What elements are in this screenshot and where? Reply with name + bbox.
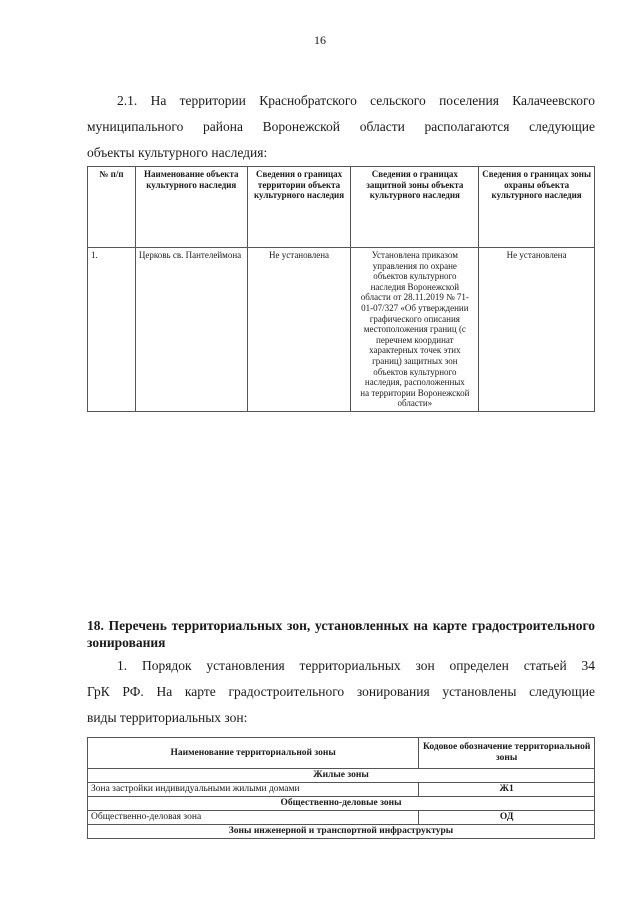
zone-group-infrastructure: Зоны инженерной и транспортной инфраструктуры bbox=[88, 825, 595, 839]
para18-line-2: ГрК РФ. На карте градостроительного зонирования установлены следующие bbox=[87, 684, 595, 699]
zone-name: Общественно-деловая зона bbox=[88, 811, 419, 825]
page-number: 16 bbox=[314, 33, 326, 47]
zones-table-header-row bbox=[88, 738, 595, 769]
intro-line-2: муниципального района Воронежской области располагаются следующие bbox=[87, 119, 595, 134]
zone-name: Зона застройки индивидуальными жилыми домами bbox=[88, 783, 419, 797]
header-security-zone: Сведения о границах зоны охраны объекта культурного наследия bbox=[479, 167, 595, 248]
heritage-table-header-row bbox=[88, 167, 595, 248]
zone-group-public-business: Общественно-деловые зоны bbox=[88, 797, 595, 811]
intro-line-1 bbox=[87, 88, 595, 114]
zones-table bbox=[87, 737, 595, 839]
header-object-name: Наименование объекта культурного наследия bbox=[135, 167, 247, 248]
para18-line-1 bbox=[87, 653, 595, 679]
table-row bbox=[88, 811, 595, 825]
header-number: № п/п bbox=[88, 167, 136, 248]
zone-group-residential: Жилые зоны bbox=[88, 769, 595, 783]
zone-group-row bbox=[88, 797, 595, 811]
table-row bbox=[88, 248, 595, 412]
header-territory: Сведения о границах территории объекта культурного наследия bbox=[247, 167, 351, 248]
header-protective-zone: Сведения о границах защитной зоны объекта культурного наследия bbox=[351, 167, 479, 248]
section-18-title: 18. Перечень территориальных зон, установленных на карте градостроительного зонирования bbox=[87, 618, 595, 650]
zone-group-row bbox=[88, 769, 595, 783]
intro-line-3: объекты культурного наследия: bbox=[87, 145, 268, 160]
zone-group-row bbox=[88, 825, 595, 839]
table-row bbox=[88, 783, 595, 797]
row-security-zone: Не установлена bbox=[479, 248, 595, 412]
heritage-table bbox=[87, 166, 595, 412]
row-number: 1. bbox=[88, 248, 136, 412]
zone-code: Ж1 bbox=[419, 783, 595, 797]
para18-line-3: виды территориальных зон: bbox=[87, 710, 248, 725]
row-protective-zone: Установлена приказом управления по охране объектов культурного наследия Воронежской области от 28.11.2019 № 71-01-07/327 «Об утверждении графического описания местоположения границ (с перечнем координат характерных точек этих границ) защитных зон объектов культурного наследия, расположенных на территории Воронежской области» bbox=[351, 248, 479, 412]
para18-line-1-text: 1. Порядок установления территориальных зон определен статьей 34 bbox=[117, 658, 595, 673]
row-object-name: Церковь св. Пантелеймона bbox=[135, 248, 247, 412]
intro-line-1-text: 2.1. На территории Краснобратского сельского поселения Калачеевского bbox=[117, 93, 595, 108]
header-zone-name: Наименование территориальной зоны bbox=[88, 738, 419, 769]
zone-code: ОД bbox=[419, 811, 595, 825]
header-zone-code: Кодовое обозначение территориальной зоны bbox=[419, 738, 595, 769]
row-territory: Не установлена bbox=[247, 248, 351, 412]
